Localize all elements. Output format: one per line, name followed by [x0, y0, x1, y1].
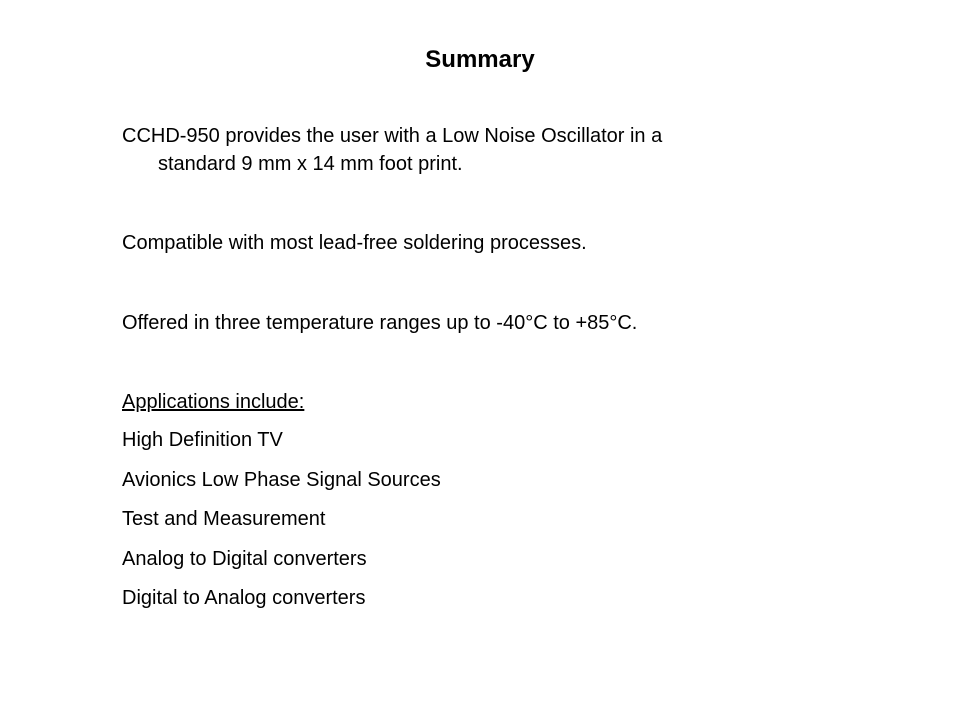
- paragraph-line-1: CCHD-950 provides the user with a Low Noise Oscillator in a: [122, 125, 663, 147]
- paragraph-line-2: standard 9 mm x 14 mm foot print.: [158, 153, 463, 175]
- slide-title: Summary: [425, 46, 535, 73]
- list-item: Analog to Digital converters: [122, 547, 367, 570]
- paragraph-product-description: [122, 122, 662, 178]
- list-item: High Definition TV: [122, 429, 283, 451]
- paragraph-temperature: Offered in three temperature ranges up to -40°C to +85°C.: [122, 312, 638, 334]
- list-item: Digital to Analog converters: [122, 587, 366, 609]
- applications-heading: Applications include:: [122, 391, 305, 413]
- applications-list: [122, 426, 441, 624]
- list-item: Avionics Low Phase Signal Sources: [122, 468, 441, 491]
- paragraph-soldering: Compatible with most lead-free soldering processes.: [122, 232, 587, 254]
- list-item: Test and Measurement: [122, 508, 326, 530]
